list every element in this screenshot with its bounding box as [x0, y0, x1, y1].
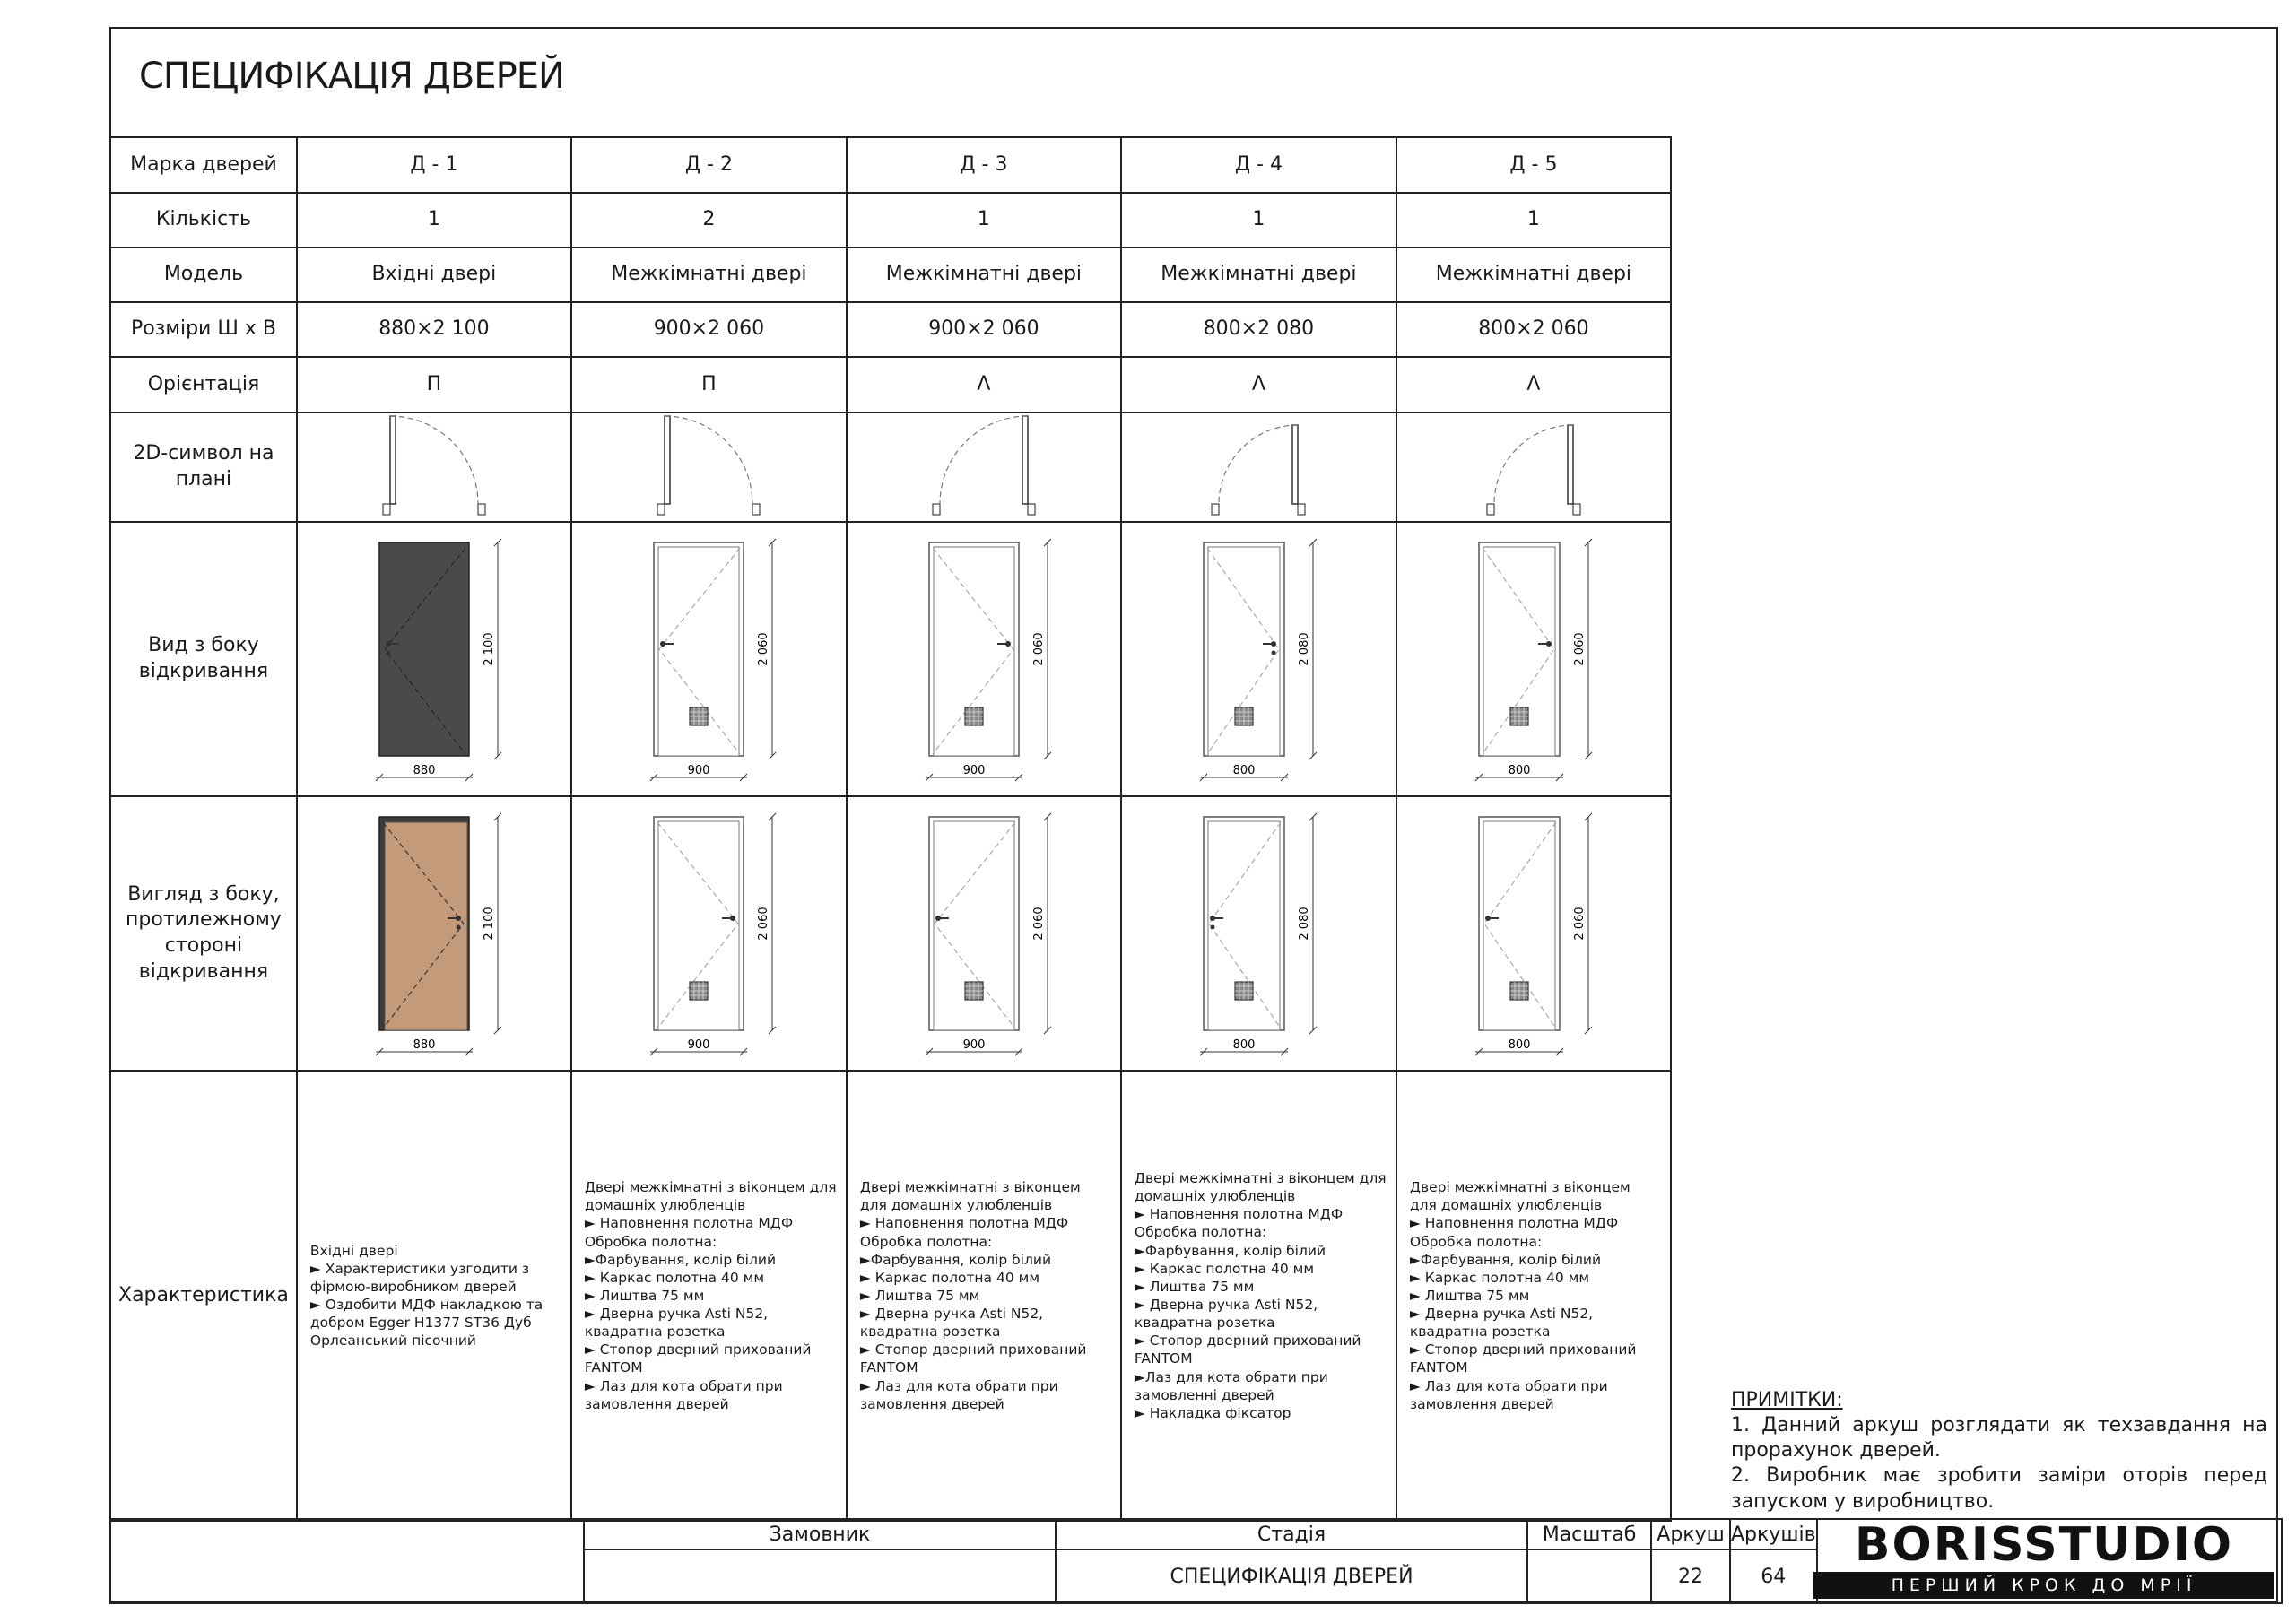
spec-line: ► Дверна ручка Asti N52, квадратна розетка [859, 1306, 1044, 1341]
door-swing-symbol [849, 414, 1118, 520]
spec-line: ► Наповнення полотна МДФ [859, 1215, 1069, 1232]
width-dimension: 800 [1232, 764, 1256, 777]
door-elevation [574, 799, 843, 1068]
spec-line: ► Наповнення полотна МДФ [1409, 1215, 1619, 1232]
elevation-opposite [1121, 796, 1396, 1071]
row-label: Марка дверей [110, 137, 297, 193]
door-leaf [1022, 416, 1028, 504]
door-orient: Λ [1396, 357, 1671, 412]
door-model: Межкімнатні двері [1121, 247, 1396, 302]
door-swing-symbol [574, 414, 843, 520]
door-elevation [300, 799, 569, 1068]
spec-line: ► Каркас полотна 40 мм [584, 1269, 765, 1286]
page-title: СПЕЦИФІКАЦІЯ ДВЕРЕЙ [139, 56, 564, 97]
door-orient: П [297, 357, 571, 412]
door-model: Межкімнатні двері [1396, 247, 1671, 302]
spec-line: ► Дверна ручка Asti N52, квадратна розетка [584, 1306, 769, 1341]
spec-line: ► Стопор дверний прихований FANTOM [1134, 1332, 1361, 1367]
row-qty [110, 193, 1671, 247]
spec-line: ► Стопор дверний прихований FANTOM [584, 1341, 812, 1376]
width-dimension: 900 [962, 1038, 986, 1052]
row-label: Характеристика [110, 1071, 297, 1521]
elevation-open [1121, 522, 1396, 796]
door-mark: Д - 4 [1121, 137, 1396, 193]
row-view-opposite [110, 796, 1671, 1071]
elevation-open [571, 522, 847, 796]
row-spec [110, 1071, 1671, 1521]
spec-line: ► Оздобити МДФ накладкою та добром Egger H1377 ST36 Дуб Орлеанський пісочний [309, 1297, 544, 1350]
pet-door [1235, 982, 1253, 1000]
spec-line: Двері межкімнатні з віконцем для домашніх улюбленців [1134, 1170, 1387, 1205]
swing-arc [1219, 425, 1298, 504]
spec-line: ►Лаз для кота обрати при замовленні дверей [1134, 1368, 1328, 1403]
spec-line: ► Лиштва 75 мм [1409, 1287, 1530, 1304]
row-symbol [110, 412, 1671, 522]
spec-line: ► Лиштва 75 мм [1134, 1278, 1255, 1295]
stage-label: Стадія [1056, 1519, 1527, 1549]
height-dimension: 2 060 [1572, 907, 1587, 941]
door-panel [379, 542, 469, 756]
spec-line: ►Фарбування, колір білий [1134, 1242, 1326, 1259]
door-leaf [665, 416, 670, 504]
spec-line: ► Каркас полотна 40 мм [859, 1269, 1040, 1286]
door-leaf [1292, 425, 1298, 504]
spec-line: ► Стопор дверний прихований FANTOM [859, 1341, 1087, 1376]
pet-door [1235, 707, 1253, 725]
row-mark [110, 137, 1671, 193]
spec-line: Двері межкімнатні з віконцем для домашніх улюбленців [859, 1179, 1081, 1214]
door-size: 880×2 100 [297, 302, 571, 357]
spec-line: ► Дверна ручка Asti N52, квадратна розетка [1409, 1306, 1594, 1341]
swing-arc [390, 416, 478, 504]
row-size [110, 302, 1671, 357]
door-spec [1396, 1071, 1671, 1521]
elevation-opposite [847, 796, 1121, 1071]
height-dimension: 2 060 [757, 907, 771, 941]
spec-line: ► Каркас полотна 40 мм [1134, 1260, 1315, 1277]
swing-arc [1494, 425, 1573, 504]
scale-label: Масштаб [1527, 1519, 1651, 1549]
door-orient: Λ [1121, 357, 1396, 412]
document-name: СПЕЦИФІКАЦІЯ ДВЕРЕЙ [1056, 1549, 1527, 1603]
width-dimension: 900 [687, 764, 710, 777]
spec-line: ► Лаз для кота обрати при замовлення дверей [584, 1377, 783, 1412]
spec-line: ► Наповнення полотна МДФ [584, 1215, 794, 1232]
door-elevation [574, 525, 843, 794]
door-leaf [390, 416, 396, 504]
door-orient: П [571, 357, 847, 412]
elevation-open [297, 522, 571, 796]
door-mark: Д - 5 [1396, 137, 1671, 193]
height-dimension: 2 060 [1031, 632, 1046, 666]
door-size: 900×2 060 [571, 302, 847, 357]
door-spec [847, 1071, 1121, 1521]
row-orient [110, 357, 1671, 412]
door-leaf [1568, 425, 1573, 504]
door-panel [385, 822, 467, 1030]
spec-line: ► Лаз для кота обрати при замовлення дверей [1409, 1377, 1608, 1412]
door-elevation [1399, 799, 1668, 1068]
plan-symbol [1396, 412, 1671, 522]
pet-door [690, 707, 708, 725]
spec-line: ► Лиштва 75 мм [584, 1287, 705, 1304]
plan-symbol [297, 412, 571, 522]
row-label: Кількість [110, 193, 297, 247]
spec-line: Обробка полотна: [1134, 1224, 1267, 1241]
row-label: Модель [110, 247, 297, 302]
door-elevation [849, 799, 1118, 1068]
pet-door [965, 707, 983, 725]
spec-line: Двері межкімнатні з віконцем для домашніх улюбленців [584, 1179, 837, 1214]
pet-door [1510, 982, 1528, 1000]
door-orient: Λ [847, 357, 1121, 412]
customer-label: Замовник [584, 1519, 1056, 1549]
door-spec [297, 1071, 571, 1521]
pet-door [690, 982, 708, 1000]
height-dimension: 2 060 [1572, 632, 1587, 666]
door-qty: 1 [1396, 193, 1671, 247]
row-label: Вигляд з боку, протилежному стороні відкривання [110, 796, 297, 1071]
studio-logo [1813, 1518, 2274, 1597]
door-qty: 2 [571, 193, 847, 247]
spec-line: Вхідні двері [309, 1242, 398, 1259]
logo-slogan: ПЕРШИЙ КРОК ДО МРІЇ [1813, 1572, 2274, 1599]
door-swing-symbol [1124, 414, 1393, 520]
door-spec-table [109, 136, 1672, 1522]
row-label: 2D-символ на плані [110, 412, 297, 522]
sheets-total: 64 [1730, 1549, 1817, 1603]
door-model: Межкімнатні двері [571, 247, 847, 302]
elevation-open [1396, 522, 1671, 796]
height-dimension: 2 100 [482, 632, 496, 666]
elevation-open [847, 522, 1121, 796]
sheet-label: Аркуш [1651, 1519, 1730, 1549]
door-elevation [1124, 525, 1393, 794]
spec-line: ►Фарбування, колір білий [584, 1251, 777, 1268]
spec-line: ► Стопор дверний прихований FANTOM [1409, 1341, 1637, 1376]
door-elevation [849, 525, 1118, 794]
spec-line: ► Наповнення полотна МДФ [1134, 1206, 1344, 1223]
row-label: Розміри Ш х В [110, 302, 297, 357]
elevation-opposite [1396, 796, 1671, 1071]
door-mark: Д - 1 [297, 137, 571, 193]
door-size: 800×2 080 [1121, 302, 1396, 357]
door-spec [1121, 1071, 1396, 1521]
pet-door [965, 982, 983, 1000]
door-qty: 1 [847, 193, 1121, 247]
width-dimension: 900 [962, 764, 986, 777]
width-dimension: 900 [687, 1038, 710, 1052]
door-qty: 1 [1121, 193, 1396, 247]
spec-line: ►Фарбування, колір білий [859, 1251, 1052, 1268]
door-elevation [1124, 799, 1393, 1068]
elevation-opposite [571, 796, 847, 1071]
spec-line: ►Фарбування, колір білий [1409, 1251, 1602, 1268]
width-dimension: 800 [1508, 1038, 1531, 1052]
sheet-number: 22 [1651, 1549, 1730, 1603]
plan-symbol [847, 412, 1121, 522]
height-dimension: 2 080 [1298, 907, 1312, 941]
height-dimension: 2 100 [482, 907, 496, 941]
door-model: Вхідні двері [297, 247, 571, 302]
door-size: 800×2 060 [1396, 302, 1671, 357]
spec-line: ► Лаз для кота обрати при замовлення дверей [859, 1377, 1058, 1412]
spec-line: ► Каркас полотна 40 мм [1409, 1269, 1590, 1286]
height-dimension: 2 060 [757, 632, 771, 666]
door-swing-symbol [300, 414, 569, 520]
plan-symbol [571, 412, 847, 522]
plan-symbol [1121, 412, 1396, 522]
pet-door [1510, 707, 1528, 725]
door-mark: Д - 3 [847, 137, 1121, 193]
notes-heading: ПРИМІТКИ: [1731, 1389, 1843, 1411]
sheets-label: Аркушів [1730, 1519, 1817, 1549]
door-swing-symbol [1399, 414, 1668, 520]
spec-line: Обробка полотна: [859, 1233, 993, 1250]
row-model [110, 247, 1671, 302]
row-label: Вид з боку відкривання [110, 522, 297, 796]
spec-line: Двері межкімнатні з віконцем для домашніх улюбленців [1409, 1179, 1631, 1214]
note-item: 1. Данний аркуш розглядати як техзавдання на прорахунок дверей. [1731, 1414, 2267, 1462]
width-dimension: 800 [1508, 764, 1531, 777]
spec-line: ► Характеристики узгодити з фірмою-виробником дверей [309, 1260, 530, 1295]
swing-arc [940, 416, 1028, 504]
door-elevation [300, 525, 569, 794]
spec-line: ► Дверна ручка Asti N52, квадратна розетка [1134, 1297, 1318, 1332]
height-dimension: 2 060 [1031, 907, 1046, 941]
row-label: Орієнтація [110, 357, 297, 412]
row-view-open [110, 522, 1671, 796]
width-dimension: 800 [1232, 1038, 1256, 1052]
width-dimension: 880 [413, 1038, 436, 1052]
spec-line: Обробка полотна: [584, 1233, 718, 1250]
door-spec [571, 1071, 847, 1521]
door-elevation [1399, 525, 1668, 794]
note-item: 2. Виробник має зробити заміри оторів перед запуском у виробництво. [1731, 1464, 2267, 1513]
door-qty: 1 [297, 193, 571, 247]
swing-arc [665, 416, 752, 504]
notes [1731, 1388, 2267, 1515]
door-mark: Д - 2 [571, 137, 847, 193]
door-model: Межкімнатні двері [847, 247, 1121, 302]
spec-line: ► Накладка фіксатор [1134, 1404, 1292, 1421]
logo-name: BORISSTUDIO [1854, 1518, 2234, 1572]
spec-line: ► Лиштва 75 мм [859, 1287, 980, 1304]
height-dimension: 2 080 [1298, 632, 1312, 666]
spec-line: Обробка полотна: [1409, 1233, 1543, 1250]
door-size: 900×2 060 [847, 302, 1121, 357]
elevation-opposite [297, 796, 571, 1071]
width-dimension: 880 [413, 764, 436, 777]
